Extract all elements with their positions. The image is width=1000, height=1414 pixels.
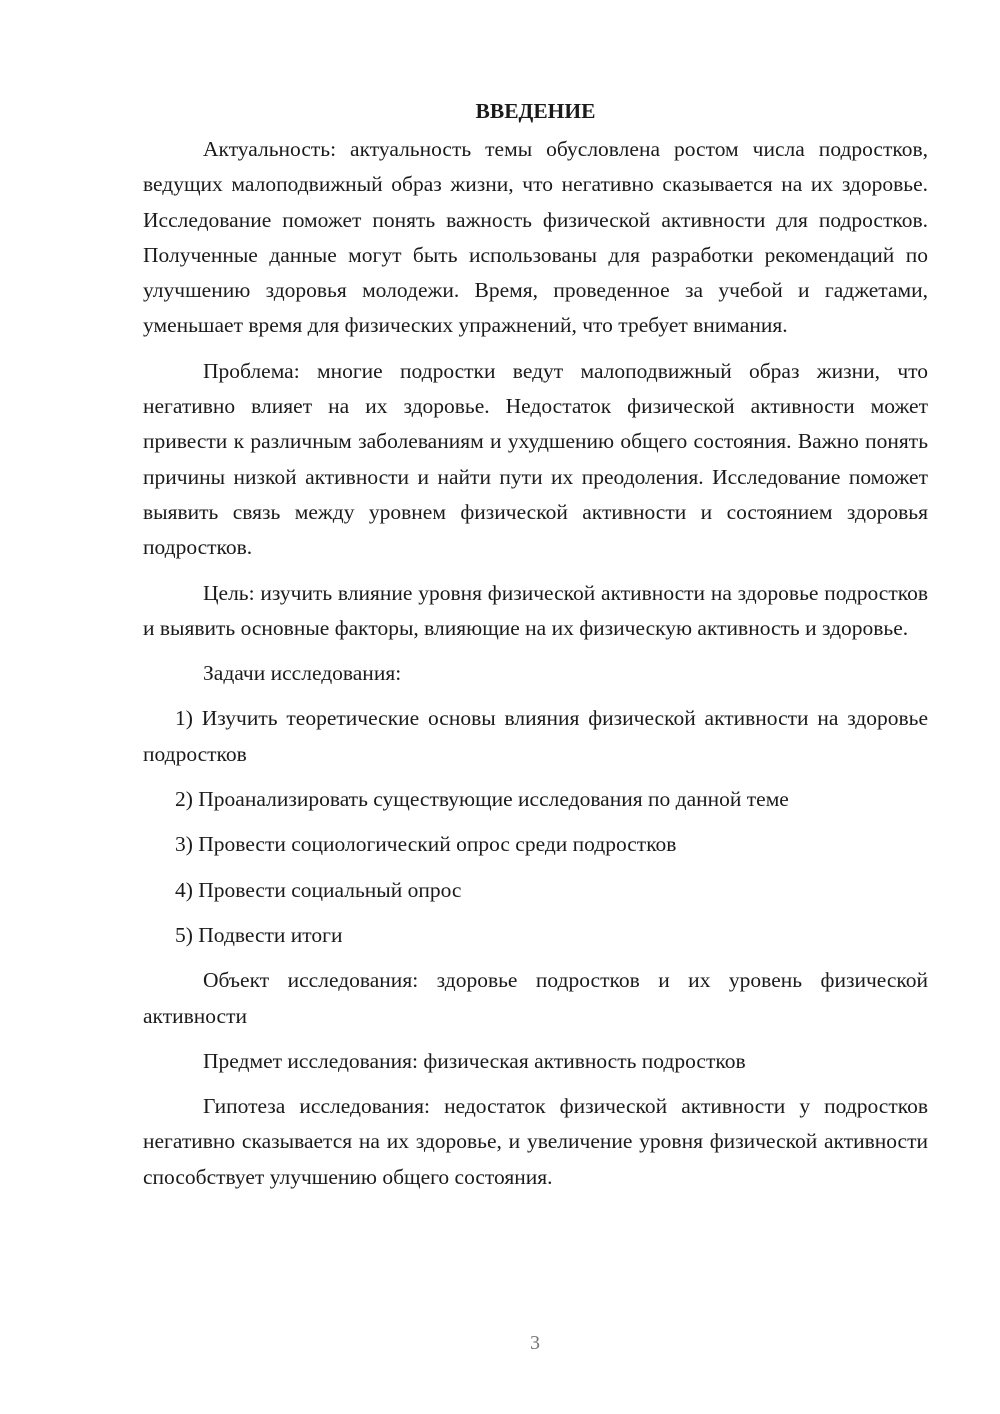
task-item-1: 1) Изучить теоретические основы влияния физической активности на здоровье подростков [143,706,928,766]
tasks-list [143,701,928,953]
object-paragraph: Объект исследования: здоровье подростков и их уровень физической активности [143,968,928,1028]
task-item-5: 5) Подвести итоги [175,922,343,947]
problem-paragraph: Проблема: многие подростки ведут малоподвижный образ жизни, что негативно влияет на их здоровье. Недостаток физической активности может привести к различным заболеваниям и ухудшению общего состояния. Важно понять причины низкой активности и найти пути их преодоления. Исследование поможет выявить связь между уровнем физической активности и состоянием здоровья подростков. [143,358,928,560]
goal-paragraph: Цель: изучить влияние уровня физической активности на здоровье подростков и выявить основные факторы, влияющие на их физическую активность и здоровье. [143,580,928,640]
hypothesis-paragraph: Гипотеза исследования: недостаток физической активности у подростков негативно сказывается на их здоровье, и увеличение уровня физической активности способствует улучшению общего состояния. [143,1094,928,1189]
document-heading: ВВЕДЕНИЕ [475,99,596,123]
task-item-3: 3) Провести социологический опрос среди подростков [175,832,677,857]
task-item-4: 4) Провести социальный опрос [175,877,462,902]
task-item-2: 2) Проанализировать существующие исследования по данной теме [175,787,789,812]
document-page [143,96,928,1205]
relevance-paragraph: Актуальность: актуальность темы обусловлена ростом числа подростков, ведущих малоподвижный образ жизни, что негативно сказывается на их здоровье. Исследование поможет понять важность физической активности для подростков. Полученные данные могут быть использованы для разработки рекомендаций по улучшению здоровья молодежи. Время, проведенное за учебой и гаджетами, уменьшает время для физических упражнений, что требует внимания. [143,137,928,338]
tasks-intro: Задачи исследования: [203,661,402,686]
subject-paragraph: Предмет исследования: физическая активность подростков [203,1048,746,1073]
page-number: 3 [530,1332,540,1354]
